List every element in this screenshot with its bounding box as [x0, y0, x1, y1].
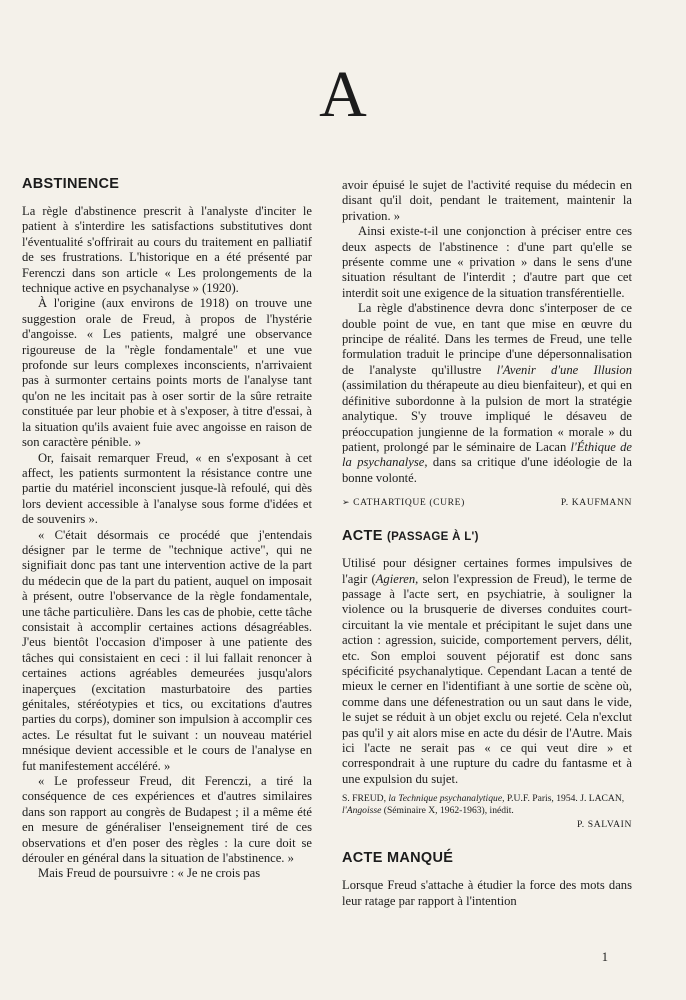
paragraph: avoir épuisé le sujet de l'activité requise du médecin en disant qu'il doit, pendant le traitement, maintenir la privation. » — [342, 178, 632, 223]
text-run: (assimilation du thérapeute au dieu bienfaiteur), et qui en définitive subordonne à la pulsion de mort la stratégie analytique. S'y trouve impliqué le désaveu de préoccupation jungienne de la formation « morale » du patient, prolongé par le séminaire de Lacan — [342, 378, 632, 454]
page-number: 1 — [601, 950, 608, 964]
ref-text: (Séminaire X, 1962-1963), inédit. — [381, 804, 514, 816]
book-title: l'Éthique de la psychanalyse — [342, 439, 632, 470]
entry-title-acte — [342, 528, 632, 544]
paragraph: À l'origine (aux environs de 1918) on trouve une suggestion orale de Freud, à propos de l'hystérie d'angoisse. « Les patients, malgré une observance rigoureuse de la "règle fondamentale" et une vue profonde sur leurs complexes inconscients, n'arrivaient pas à surmonter certains points morts de l'analyse tant qu'on ne les incitait pas à oser sortir de la sûre retraite constituée par leur phobie et à s'exposer, à titre d'essai, à la situation qu'ils avaient fuie avec angoisse en raison de son caractère pénible. » — [22, 296, 312, 450]
term: Agieren — [375, 571, 416, 586]
paragraph: Mais Freud de poursuivre : « Je ne crois pas — [38, 866, 261, 881]
ref-title: l'Angoisse — [342, 804, 382, 816]
paragraph: Ainsi existe-t-il une conjonction à préciser entre ces deux aspects de l'abstinence : d'une part qu'elle se présente comme une « privation » dans le sens d'une situation résultant de l'interdit ; d'autre part que cet interdit soit une exigence de la situation transférentielle. — [342, 224, 632, 300]
entry-author: P. KAUFMANN — [560, 497, 632, 509]
section-letter: A — [319, 58, 367, 131]
right-column — [342, 178, 632, 909]
text-run: , selon l'expression de Freud), le terme de passage à l'acte sert, en psychiatrie, à souligner la violence ou la brusquerie de diverses conduites court-circuitant la vie mentale et précipitant le sujet dans une action : agression, suicide, comportement pervers, délit, etc. Son emploi souvent péjoratif est donc sans spécificité psychanalytique. Cependant Lacan a tenté de mieux le cerner en l'identifiant à une sortie de scène où, comme dans une défenestration ou un saut dans le vide, le sujet se réduit à un objet exclu ou rejeté. Cela n'exclut pas qu'il y ait alors mise en acte du désir de l'Autre. Mais ici l'acte ne serait pas « ce qui veut dire » et correspondrait à une rupture du cadre du fantasme et à une expulsion du sujet. — [342, 571, 632, 786]
ref-text: , P.U.F. Paris, 1954. J. LACAN, — [502, 793, 625, 805]
paragraph: Or, faisait remarquer Freud, « en s'exposant à cet affect, les patients surmontent la résistance contre une partie du matériel inconscient jusque-là refoulé, qui dès lors devient accessible à l'analyse sous forme d'idées et de souvenirs ». — [22, 450, 312, 527]
entry-title-acte-manque: ACTE MANQUÉ — [342, 850, 454, 867]
book-title: l'Avenir d'une Illusion — [496, 362, 632, 377]
paragraph: « C'était désormais ce procédé que j'entendais désigner par le terme de "technique active", qui ne signifiait donc pas tant une intervention active de la part du médecin que de la part du patient, auquel on imposait à présent, outre l'observance de la règle fondamentale, une tâche particulière. Dans les cas de phobie, cette tâche consistait à accomplir certaines actions désagréables. J'eus bientôt l'occasion d'imposer à une patiente des tâches qui consistaient en ceci : il lui fallait renoncer à certaines actions agréables demeurées jusqu'alors inaperçues (excitation masturbatoire des parties génitales, stéréotypies et tics, ou excitations d'autres parties du corps), dominer son impulsion à accomplir ces actes. Le résultat fut le suivant : un nouveau matériel mnésique devient accessible et le cours de l'analyse en fut manifestement accéléré. » — [22, 527, 312, 773]
entry-author: P. SALVAIN — [576, 819, 632, 831]
paragraph — [342, 556, 632, 787]
cross-reference[interactable] — [342, 497, 465, 508]
entry-title-abstinence: ABSTINENCE — [22, 176, 120, 192]
see-also-line — [342, 497, 632, 508]
entry-title-sub: (PASSAGE À L') — [387, 531, 479, 544]
text-run: La règle d'abstinence devra donc s'interposer de ce double point de vue, en tant que mise en œuvre du principe de réalité. Dans les termes de Freud, une telle formulation traduit le principe d'une dépersonnalisation de l'analyste qu'illustre — [342, 301, 632, 377]
paragraph: La règle d'abstinence prescrit à l'analyste d'inciter le patient à s'interdire les satisfactions substitutives dont l'éventualité s'offrirait au cours du traitement en palliatif de ses frustrations. L'historique en a été présenté par Ferenczi dans son article « Les prolongements de la technique active en psychanalyse » (1920). — [22, 204, 312, 296]
paragraph: Lorsque Freud s'attache à étudier la force des mots dans leur ratage par rapport à l'intention — [342, 878, 632, 908]
arrow-icon: ➢ — [342, 497, 351, 508]
ref-title: la Technique psychanalytique — [388, 793, 503, 805]
text-run: Utilisé pour désigner certaines formes impulsives de l'agir ( — [342, 556, 632, 586]
paragraph: « Le professeur Freud, dit Ferenczi, a tiré la conséquence de ces expériences et d'autres similaires dans son rapport au congrès de Budapest ; il a même été en mesure de généraliser l'enseignement tiré de ces observations et d'en poser des règles : la cure doit se dérouler en général dans la situation de l'abstinence. » — [22, 774, 312, 866]
cross-reference-label: CATHARTIQUE (CURE) — [353, 497, 465, 509]
left-column — [22, 176, 312, 882]
entry-title-main: ACTE — [342, 528, 383, 545]
references — [342, 793, 632, 816]
text-run: , dans sa critique d'une idéologie de la bonne volonté. — [342, 455, 632, 485]
ref-text: S. FREUD, — [342, 793, 389, 805]
paragraph — [342, 301, 632, 486]
